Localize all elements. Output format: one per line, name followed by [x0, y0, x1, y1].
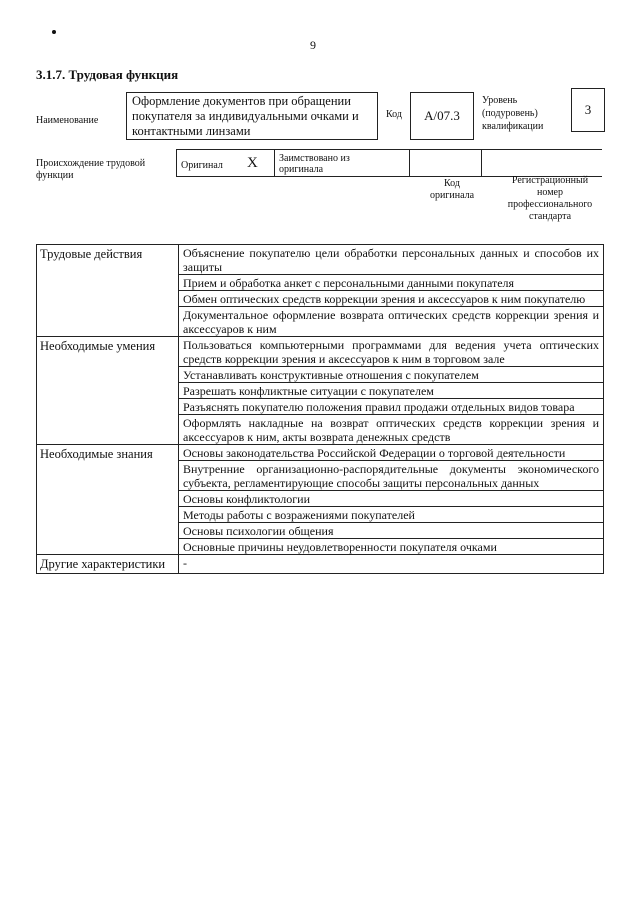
table-cell: Основы конфликтологии [179, 491, 604, 507]
caption-line: стандарта [528, 211, 572, 222]
borrowed-label-line: Заимствовано из [279, 153, 350, 164]
table-row [37, 555, 604, 574]
caption-line: Код [444, 178, 460, 189]
original-cell [177, 150, 275, 176]
code-original-cell [410, 150, 482, 176]
caption-line: профессионального [507, 199, 593, 210]
table-row [37, 337, 604, 367]
origin-label-line: Происхождение трудовой [36, 158, 146, 169]
table-cell: Устанавливать конструктивные отношения с покупателем [179, 367, 604, 383]
name-label: Наименование [36, 115, 99, 126]
table-cell: Методы работы с возражениями покупателей [179, 507, 604, 523]
level-label-line: (подуровень) [482, 108, 538, 119]
table-cell: Основные причины неудовлетворенности покупателя очками [179, 539, 604, 555]
reg-number-caption [496, 175, 604, 223]
section-label: Другие характеристики [37, 555, 179, 574]
table-cell: Обмен оптических средств коррекции зрения и аксессуаров к ним покупателю [179, 291, 604, 307]
table-cell: Основы психологии общения [179, 523, 604, 539]
table-cell: Прием и обработка анкет с персональными данными покупателя [179, 275, 604, 291]
table-cell: Объяснение покупателю цели обработки персональных данных и способов их защиты [179, 245, 604, 275]
table-cell: Разрешать конфликтные ситуации с покупателем [179, 383, 604, 399]
section-label: Необходимые знания [37, 445, 179, 555]
table-cell: Документальное оформление возврата оптических средств коррекции зрения и аксессуаров к ним [179, 307, 604, 337]
level-label-line: квалификации [482, 121, 544, 132]
reg-number-cell [482, 150, 602, 176]
original-mark: X [247, 155, 258, 171]
function-name-box: Оформление документов при обращении покупателя за индивидуальными очками и контактными линзами [126, 92, 378, 140]
borrowed-label [279, 153, 350, 175]
qualification-level-box: 3 [571, 88, 605, 132]
caption-line: Регистрационный [511, 175, 589, 186]
level-label-line: Уровень [482, 95, 518, 106]
caption-line: оригинала [429, 190, 475, 201]
section-label: Трудовые действия [37, 245, 179, 337]
qualification-level-label [482, 94, 543, 133]
origin-table [176, 149, 602, 177]
function-details-table [36, 244, 604, 574]
page-number: 9 [310, 38, 316, 52]
table-cell: Пользоваться компьютерными программами для ведения учета оптических средств коррекции зрения и аксессуаров к ним в торговом зале [179, 337, 604, 367]
origin-label [36, 158, 145, 182]
scan-dot [52, 30, 56, 34]
table-cell: Оформлять накладные на возврат оптических средств коррекции зрения и аксессуаров к ним, акты возврата денежных средств [179, 415, 604, 445]
section-label: Необходимые умения [37, 337, 179, 445]
caption-line: номер [537, 187, 563, 198]
table-cell: Основы законодательства Российской Федерации о торговой деятельности [179, 445, 604, 461]
table-cell: - [179, 555, 604, 574]
code-label: Код [386, 109, 402, 120]
table-row [37, 445, 604, 461]
table-cell: Внутренние организационно-распорядительные документы экономического субъекта, регламентирующие способы защиты персональных данных [179, 461, 604, 491]
origin-label-line: функции [36, 170, 74, 181]
borrowed-cell [275, 150, 410, 176]
borrowed-label-line: оригинала [279, 164, 324, 175]
section-title: 3.1.7. Трудовая функция [36, 67, 179, 82]
original-label: Оригинал [181, 160, 223, 171]
code-original-caption [422, 178, 482, 202]
table-cell: Разъяснять покупателю положения правил продажи отдельных видов товара [179, 399, 604, 415]
function-code-box: A/07.3 [410, 92, 474, 140]
table-row [37, 245, 604, 275]
